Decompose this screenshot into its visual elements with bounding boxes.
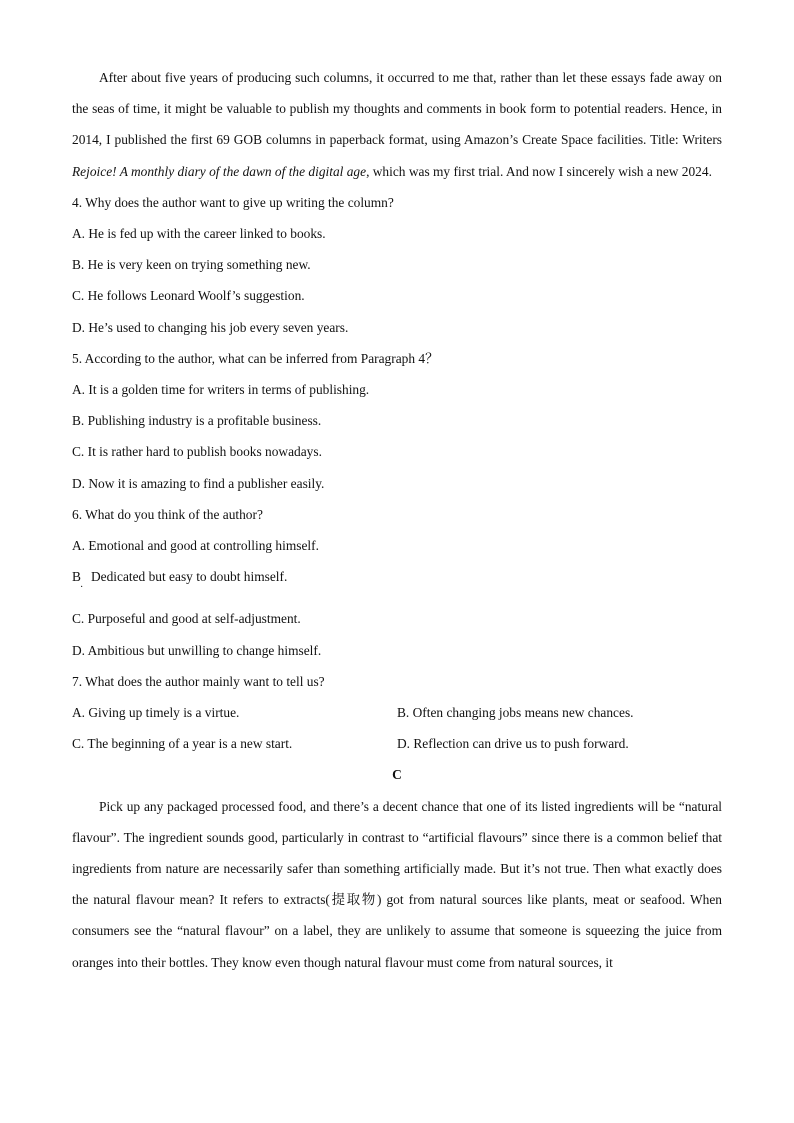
question-5-option-b: B. Publishing industry is a profitable business. [72,413,322,429]
question-7-option-d: D. Reflection can drive us to push forward. [397,736,629,752]
question-6-stem: 6. What do you think of the author? [72,506,263,522]
question-6-option-c: C. Purposeful and good at self-adjustment. [72,611,301,627]
question-7-options-row-2 [72,728,722,759]
question-6-option-b: B Dedicated but easy to doubt himself. · [72,561,722,592]
question-5-stem: 5. According to the author, what can be inferred from Paragraph 4？ [72,350,439,366]
question-7-option-c: C. The beginning of a year is a new start. [72,736,293,752]
question-5-option-c: C. It is rather hard to publish books nowadays. [72,444,322,460]
question-4-stem: 4. Why does the author want to give up writing the column? [72,194,394,210]
question-7-option-b: B. Often changing jobs means new chances. [397,705,634,721]
book-title: Rejoice! A monthly diary of the dawn of the digital age [72,163,367,179]
intro-paragraph [72,62,722,187]
intro-text-part2: , which was my first trial. And now I sincerely wish a new 2024. [366,163,712,179]
question-7-stem: 7. What does the author mainly want to tell us? [72,673,325,689]
question-4-option-c: C. He follows Leonard Woolf’s suggestion. [72,288,305,304]
question-4-option-b: B. He is very keen on trying something new. [72,257,311,273]
question-6-option-a: A. Emotional and good at controlling himself. [72,538,319,554]
question-5-option-d: D. Now it is amazing to find a publisher easily. [72,475,325,491]
question-5-option-a: A. It is a golden time for writers in terms of publishing. [72,382,370,398]
intro-text-part1: After about five years of producing such columns, it occurred to me that, rather than let these essays fade away on the seas of time, it might be valuable to publish my thoughts and comments in book form to potential readers. Hence, in 2014, I published the first 69 GOB columns in paperback format, using Amazon’s Create Space facilities. Title: Writers [72,70,722,148]
question-7-option-a: A. Giving up timely is a virtue. [72,705,240,721]
question-7-options-row-1 [72,697,722,728]
document-page [72,62,722,978]
question-6-option-d: D. Ambitious but unwilling to change himself. [72,642,322,658]
question-4-option-d: D. He’s used to changing his job every seven years. [72,319,349,335]
section-c-paragraph: Pick up any packaged processed food, and there’s a decent chance that one of its listed ingredients will be “natural flavour”. The ingredient sounds good, particularly in contrast to “artificial flavours” since there is a common belief that ingredients from nature are necessarily safer than something artificially made. But it’s not true. Then what exactly does the natural flavour mean? It refers to extracts(提取物) got from natural sources like plants, meat or seafood. When consumers see the “natural flavour” on a label, they are unlikely to assume that someone is squeezing the juice from oranges into their bottles. They know even though natural flavour must come from natural sources, it [72,798,722,970]
question-4-option-a: A. He is fed up with the career linked to books. [72,226,326,242]
section-heading: C [392,767,402,783]
